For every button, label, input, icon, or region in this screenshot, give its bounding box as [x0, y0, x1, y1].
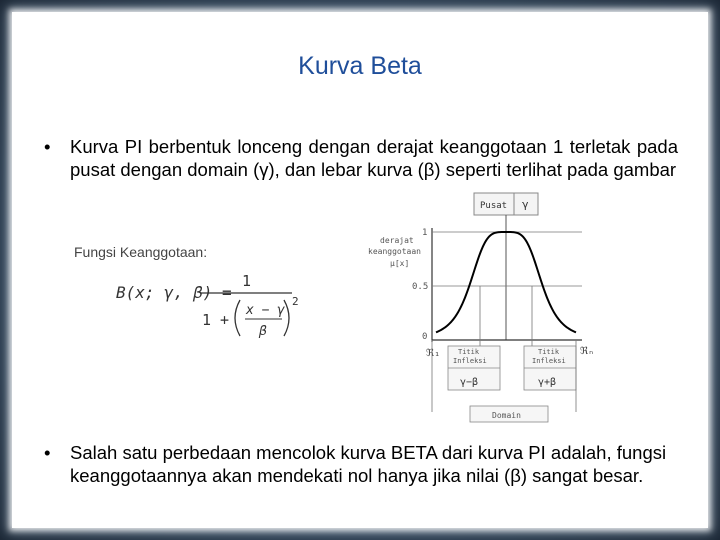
bullet-symbol: •: [44, 442, 51, 463]
formula-inner-denominator: β: [259, 324, 267, 339]
y-tick-half: 0.5: [412, 282, 429, 292]
formula-numerator: 1: [242, 272, 252, 290]
bullet-text: Salah satu perbedaan mencolok kurva BETA dari kurva PI adalah, fungsi keanggotaannya akan mendekati nol hanya jika nilai (β) sangat besar.: [70, 442, 667, 486]
left-inflection-value: γ−β: [460, 377, 479, 388]
right-inflection-label-2: Infleksi: [532, 357, 566, 365]
slide-title: Kurva Beta: [298, 52, 422, 80]
x-axis-right-symbol: ℜₙ: [580, 346, 595, 357]
left-inflection-label-2: Infleksi: [453, 357, 487, 365]
x-axis-left-symbol: ℜ₁: [426, 348, 441, 359]
formula-inner-numerator: x − γ: [246, 303, 286, 318]
bullet-text: Kurva PI berbentuk lonceng dengan derajat keanggotaan 1 terletak pada pusat dengan domain (γ), dan lebar kurva (β) seperti terlihat pada gambar: [70, 136, 678, 180]
y-tick-zero: 0: [422, 332, 428, 342]
formula-left-paren: [235, 300, 240, 336]
formula-exponent: 2: [292, 295, 299, 308]
beta-curve-diagram: [360, 190, 600, 430]
formula-denominator-one: 1 +: [202, 311, 230, 329]
y-axis-label-line-3: μ[x]: [390, 259, 410, 268]
y-axis-label-line-1: derajat: [380, 236, 414, 245]
bullet-symbol: •: [44, 136, 51, 157]
formula-label: Fungsi Keanggotaan:: [74, 244, 208, 260]
bullet-item-2: [44, 441, 694, 511]
beta-curve-svg: [360, 190, 600, 430]
membership-function-formula: [70, 240, 330, 350]
left-inflection-label-1: Titik: [458, 348, 480, 356]
y-axis-label-line-2: keanggotaan: [368, 247, 421, 256]
y-tick-one: 1: [422, 228, 428, 238]
domain-label: Domain: [492, 411, 521, 420]
right-inflection-label-1: Titik: [538, 348, 560, 356]
right-inflection-value: γ+β: [538, 377, 557, 388]
formula-lhs: B(x; γ, β) =: [116, 283, 232, 302]
center-box-label: Pusat: [480, 201, 508, 211]
center-box-symbol: γ: [522, 198, 529, 211]
